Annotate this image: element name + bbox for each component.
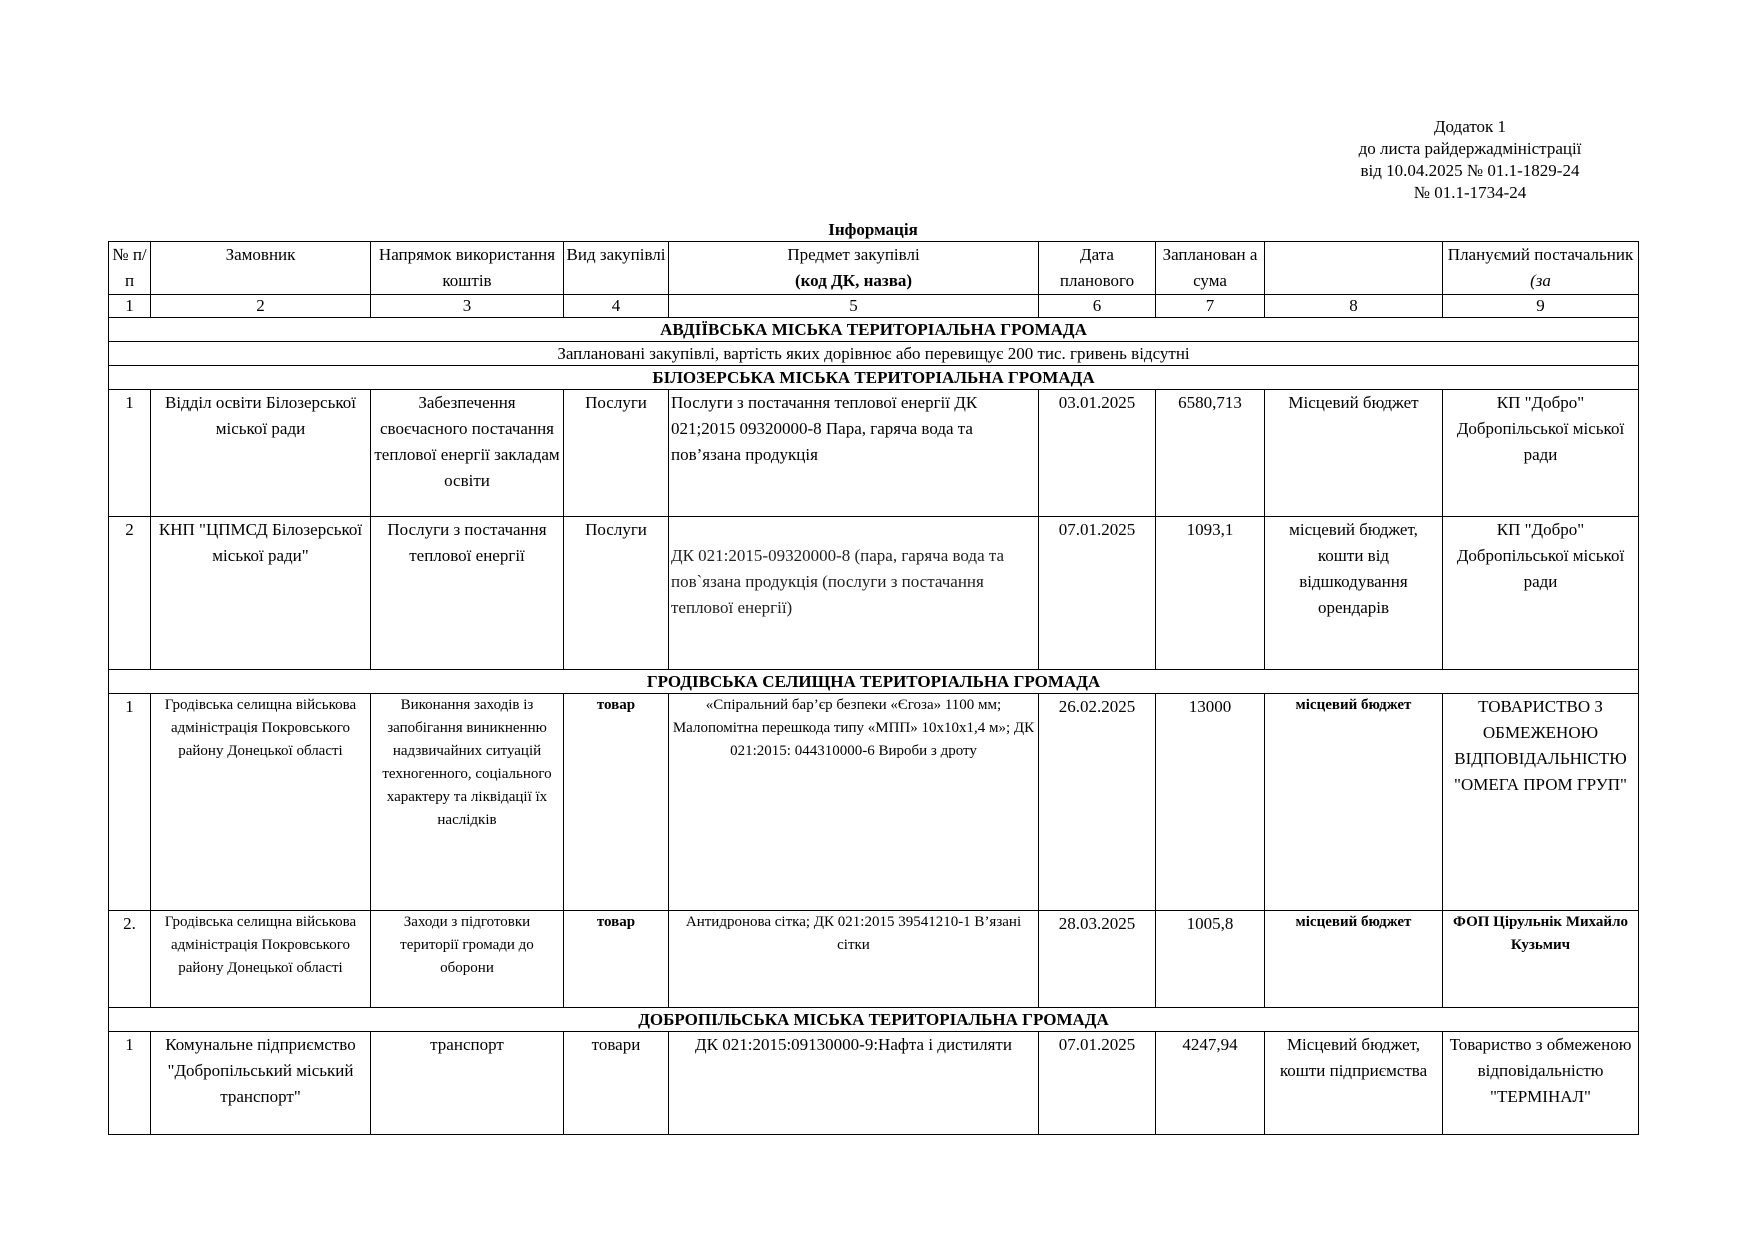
- section-title-avdiivska: АВДІЇВСЬКА МІСЬКА ТЕРИТОРІАЛЬНА ГРОМАДА: [109, 318, 1639, 342]
- addendum-line-1: Додаток 1: [1433, 117, 1507, 136]
- table-row: [109, 390, 1639, 517]
- header-amount: Запланован а сума: [1156, 242, 1265, 295]
- cell-subject: Послуги з постачання теплової енергії ДК 021;2015 09320000-8 Пара, гаряча вода та пов’язана продукція: [669, 390, 1039, 517]
- section-title-bilozerska: БІЛОЗЕРСЬКА МІСЬКА ТЕРИТОРІАЛЬНА ГРОМАДА: [109, 366, 1639, 390]
- document-title: Інформація: [828, 220, 918, 239]
- column-numbers-row: [109, 295, 1639, 318]
- cell-date: 07.01.2025: [1039, 1032, 1156, 1135]
- cell-type: Послуги: [564, 517, 669, 670]
- addendum-line-4: № 01.1-1734-24: [1413, 183, 1527, 202]
- header-subject: [669, 242, 1039, 295]
- header-supplier-text: Плануємий постачальник: [1447, 245, 1634, 264]
- cell-source: місцевий бюджет, кошти від відшкодування орендарів: [1265, 517, 1443, 670]
- header-number: № п/п: [109, 242, 151, 295]
- header-subject-line1: Предмет закупівлі: [787, 245, 920, 264]
- header-customer: Замовник: [151, 242, 371, 295]
- header-supplier: [1443, 242, 1639, 295]
- section-title-grodivska: ГРОДІВСЬКА СЕЛИЩНА ТЕРИТОРІАЛЬНА ГРОМАДА: [109, 670, 1639, 694]
- cell-supplier: ФОП Цірульнік Михайло Кузьмич: [1443, 911, 1639, 1008]
- cell-supplier: КП "Добро" Добропільської міської ради: [1443, 390, 1639, 517]
- table-row: [109, 911, 1639, 1008]
- section-note-avdiivska: Заплановані закупівлі, вартість яких дорівнює або перевищує 200 тис. гривень відсутні: [109, 342, 1639, 366]
- column-number: 7: [1156, 295, 1265, 318]
- cell-source: місцевий бюджет: [1265, 694, 1443, 911]
- cell-type: товари: [564, 1032, 669, 1135]
- header-date: Дата планового: [1039, 242, 1156, 295]
- cell-number: 2: [109, 517, 151, 670]
- cell-purpose: Послуги з постачання теплової енергії: [371, 517, 564, 670]
- cell-subject: «Спіральний бар’єр безпеки «Єгоза» 1100 мм; Малопомітна перешкода типу «МПП» 10х10х1,4 м»; ДК 021:2015: 044310000-6 Вироби з дроту: [669, 694, 1039, 911]
- section-row-grodivska: [109, 670, 1639, 694]
- cell-purpose: транспорт: [371, 1032, 564, 1135]
- cell-purpose: Забезпечення своєчасного постачання теплової енергії закладам освіти: [371, 390, 564, 517]
- column-number: 6: [1039, 295, 1156, 318]
- column-number: 8: [1265, 295, 1443, 318]
- cell-source: Місцевий бюджет, кошти підприємства: [1265, 1032, 1443, 1135]
- cell-customer: Гродівська селищна військова адміністрація Покровського району Донецької області: [151, 694, 371, 911]
- cell-number: 1: [109, 1032, 151, 1135]
- addendum-block: [1300, 116, 1640, 204]
- cell-source: місцевий бюджет: [1265, 911, 1443, 1008]
- table-row: [109, 694, 1639, 911]
- cell-date: 07.01.2025: [1039, 517, 1156, 670]
- column-number: 1: [109, 295, 151, 318]
- addendum-line-2: до листа райдержадміністрації: [1358, 139, 1582, 158]
- section-title-dobropilska: ДОБРОПІЛЬСЬКА МІСЬКА ТЕРИТОРІАЛЬНА ГРОМАДА: [109, 1008, 1639, 1032]
- cell-subject: Антидронова сітка; ДК 021:2015 39541210-1 В’язані сітки: [669, 911, 1039, 1008]
- cell-amount: 1005,8: [1156, 911, 1265, 1008]
- cell-amount: 6580,713: [1156, 390, 1265, 517]
- section-row-avdiivska: [109, 318, 1639, 342]
- cell-date: 28.03.2025: [1039, 911, 1156, 1008]
- column-number: 9: [1443, 295, 1639, 318]
- addendum-line-3: від 10.04.2025 № 01.1-1829-24: [1360, 161, 1580, 180]
- cell-date: 03.01.2025: [1039, 390, 1156, 517]
- cell-purpose: Заходи з підготовки території громади до оборони: [371, 911, 564, 1008]
- procurement-table: [108, 241, 1639, 1135]
- cell-number: 1: [109, 390, 151, 517]
- cell-subject: ДК 021:2015:09130000-9:Нафта і дистиляти: [669, 1032, 1039, 1135]
- cell-type: Послуги: [564, 390, 669, 517]
- cell-amount: 4247,94: [1156, 1032, 1265, 1135]
- cell-purpose: Виконання заходів із запобігання виникненню надзвичайних ситуацій техногенного, соціального характеру та ліквідації їх наслідків: [371, 694, 564, 911]
- section-note-row: [109, 342, 1639, 366]
- table-row: [109, 1032, 1639, 1135]
- cell-customer: КНП "ЦПМСД Білозерської міської ради": [151, 517, 371, 670]
- header-type: Вид закупівлі: [564, 242, 669, 295]
- section-row-dobropilska: [109, 1008, 1639, 1032]
- cell-amount: 13000: [1156, 694, 1265, 911]
- cell-supplier: КП "Добро" Добропільської міської ради: [1443, 517, 1639, 670]
- cell-type: товар: [564, 694, 669, 911]
- cell-source: Місцевий бюджет: [1265, 390, 1443, 517]
- cell-customer: Комунальне підприємство "Добропільський міський транспорт": [151, 1032, 371, 1135]
- cell-subject: ДК 021:2015-09320000-8 (пара, гаряча вода та пов`язана продукція (послуги з постачання теплової енергії): [669, 517, 1039, 670]
- cell-date: 26.02.2025: [1039, 694, 1156, 911]
- cell-supplier: ТОВАРИСТВО З ОБМЕЖЕНОЮ ВІДПОВІДАЛЬНІСТЮ "ОМЕГА ПРОМ ГРУП": [1443, 694, 1639, 911]
- table-row: [109, 517, 1639, 670]
- cell-customer: Відділ освіти Білозерської міської ради: [151, 390, 371, 517]
- cell-amount: 1093,1: [1156, 517, 1265, 670]
- table-header-row: [109, 242, 1639, 295]
- column-number: 3: [371, 295, 564, 318]
- header-source: [1265, 242, 1443, 295]
- header-purpose: Напрямок використання коштів: [371, 242, 564, 295]
- column-number: 5: [669, 295, 1039, 318]
- header-supplier-note: (за: [1530, 271, 1551, 290]
- cell-number: 1: [109, 694, 151, 911]
- header-subject-line2: (код ДК, назва): [794, 271, 913, 290]
- column-number: 4: [564, 295, 669, 318]
- column-number: 2: [151, 295, 371, 318]
- cell-customer: Гродівська селищна військова адміністрація Покровського району Донецької області: [151, 911, 371, 1008]
- section-row-bilozerska: [109, 366, 1639, 390]
- cell-number: 2.: [109, 911, 151, 1008]
- cell-supplier: Товариство з обмеженою відповідальністю "ТЕРМІНАЛ": [1443, 1032, 1639, 1135]
- cell-type: товар: [564, 911, 669, 1008]
